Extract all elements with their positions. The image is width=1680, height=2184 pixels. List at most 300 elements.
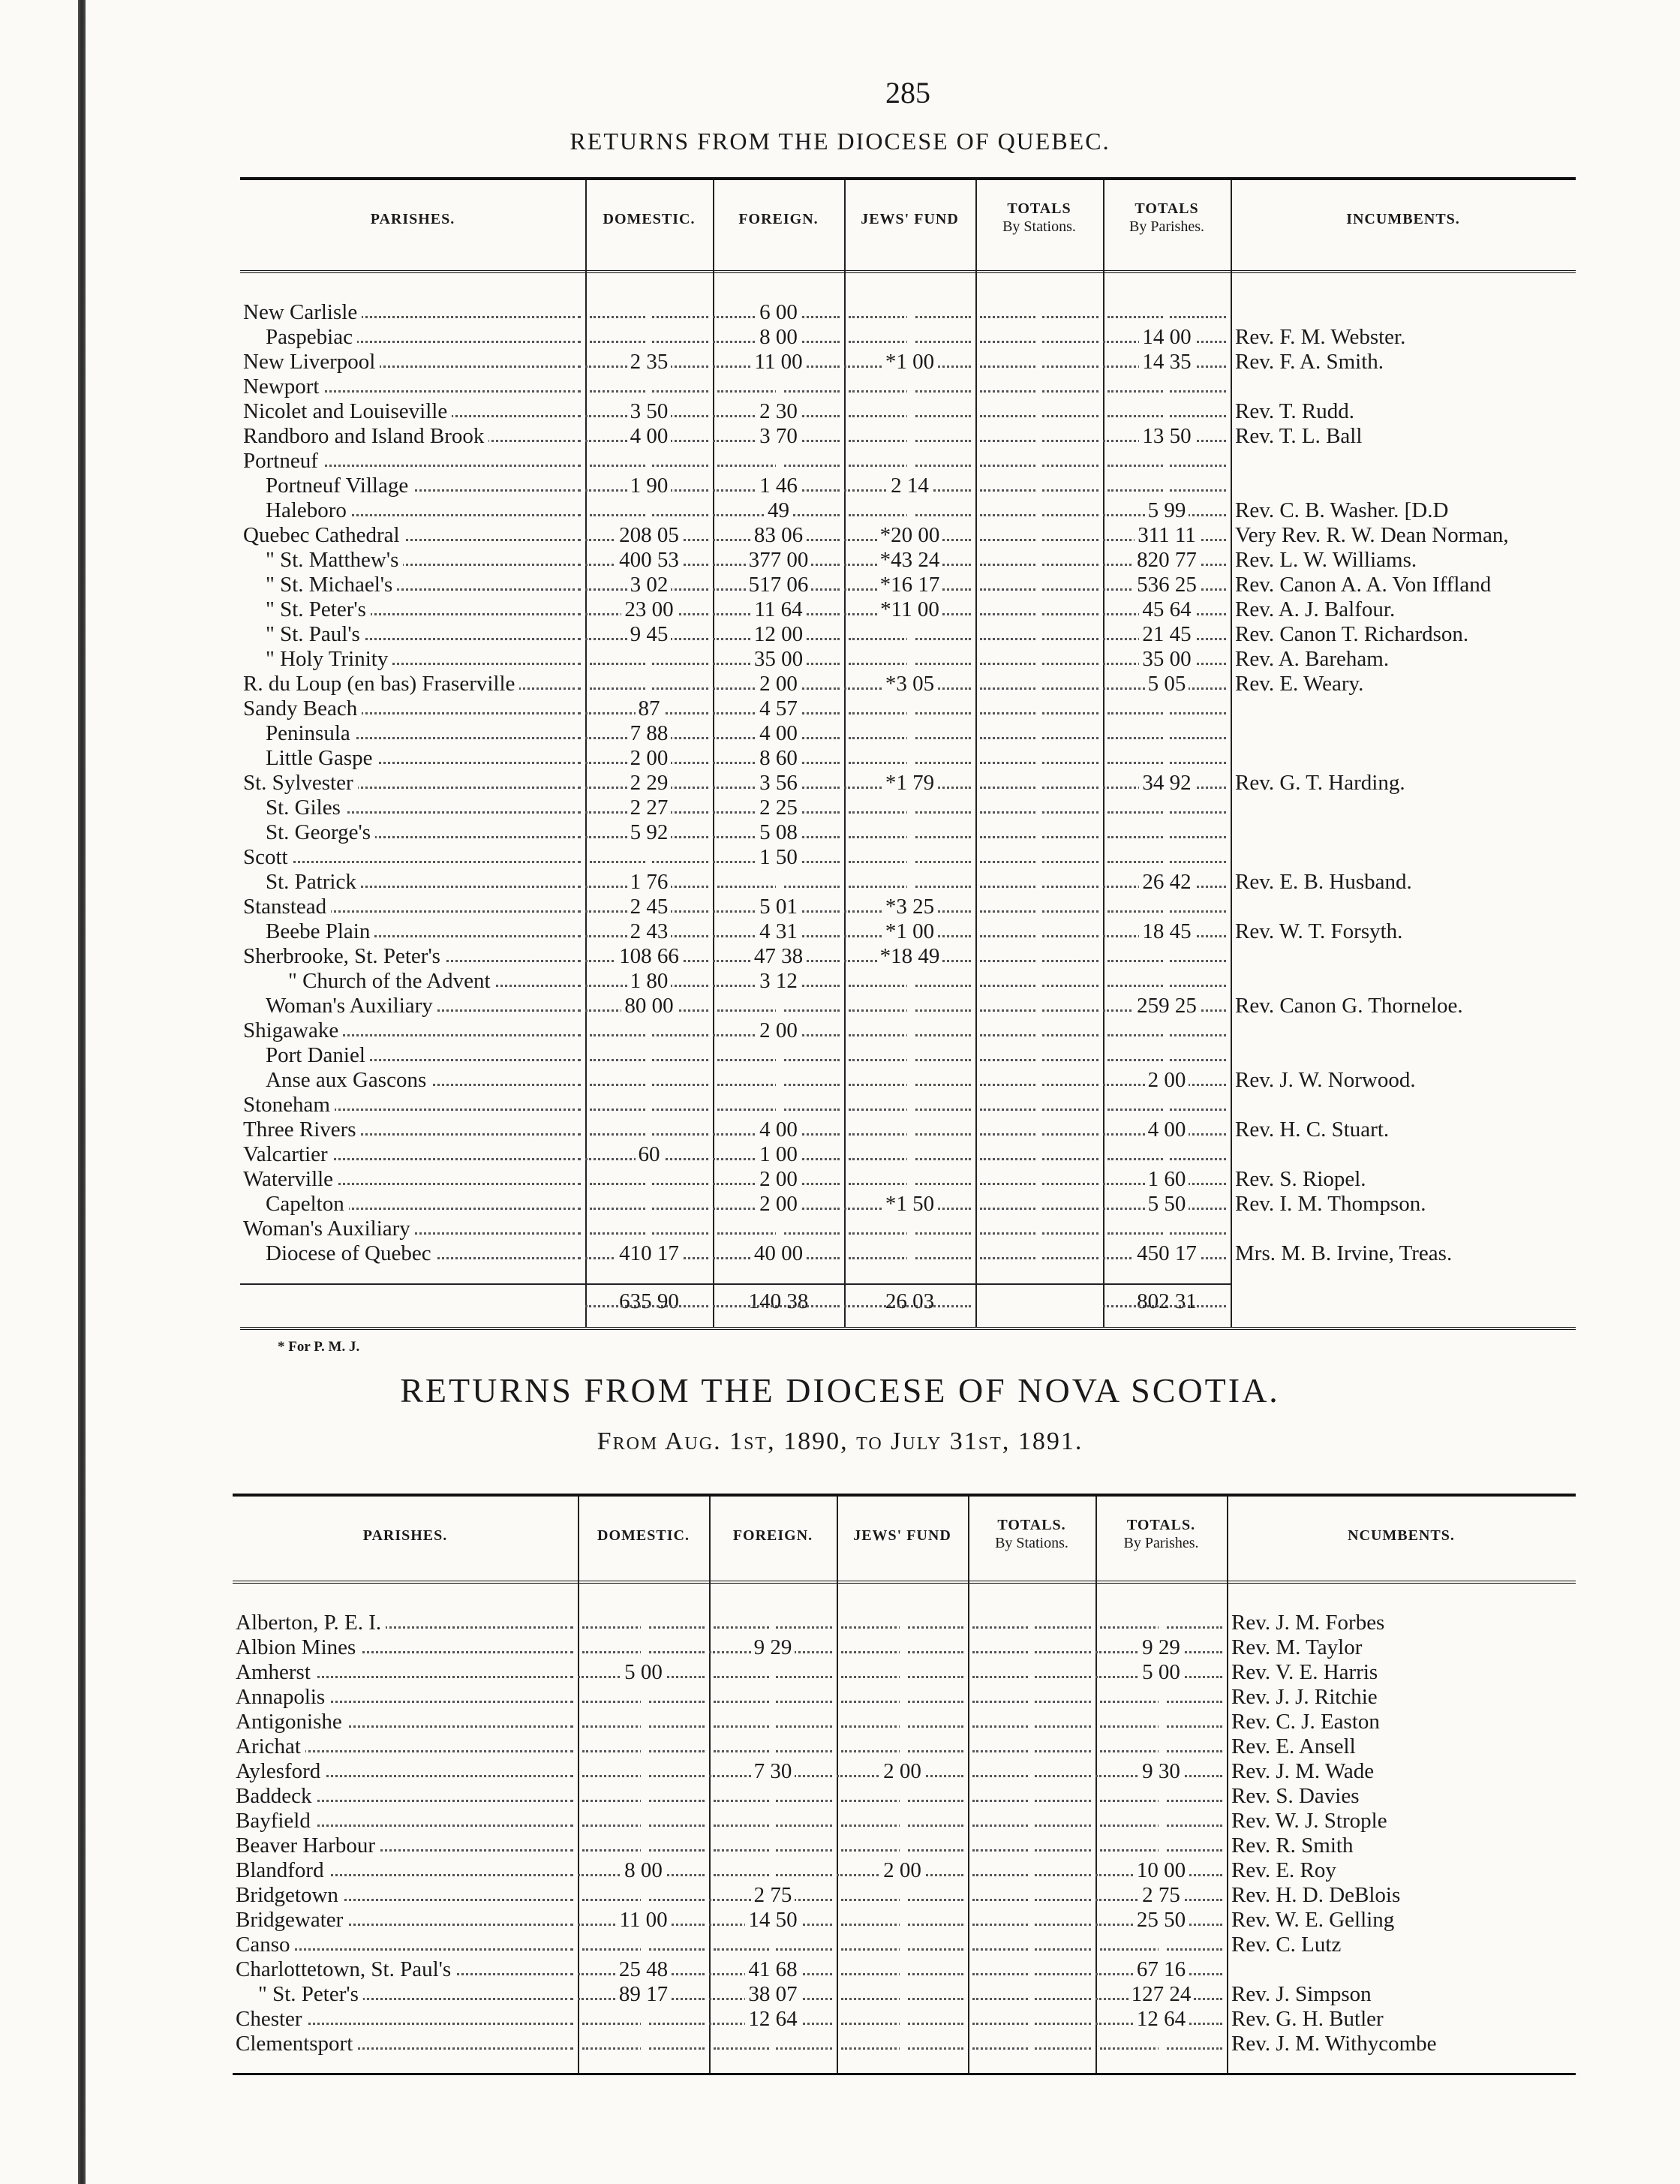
domestic-cell [585,944,713,969]
incumbent: Rev. Canon T. Richardson. [1235,622,1469,646]
domestic-cell [585,1043,713,1068]
totals-by-stations-value [1029,1685,1035,1709]
totals-by-parishes-cell [1103,375,1231,399]
parish-name [266,325,585,350]
jews-fund-value: *20 00 [877,523,943,547]
domestic-value [641,1809,647,1833]
incumbent: Mrs. M. B. Irvine, Treas. [1235,1241,1453,1265]
parish-name [243,696,585,721]
foreign-value: 5 01 [756,895,801,919]
domestic-cell [578,1982,709,2007]
total-domestic: 635 90 [585,1289,713,1314]
parish-name [266,548,585,573]
domestic-value: 1 90 [627,474,672,498]
incumbent [1231,746,1580,771]
foreign-value: 4 57 [756,696,801,720]
table-row [240,449,1576,474]
parish-name [243,1217,585,1241]
table-row [240,1167,1576,1192]
totals-by-stations-value [1029,1933,1035,1957]
jews-fund-cell [837,1635,968,1660]
header-domestic: DOMESTIC. [597,1527,690,1544]
parish-name-text: Peninsula [266,721,355,745]
parish-name-text: Albion Mines [236,1635,360,1659]
jews-fund-cell [844,994,975,1018]
totals-by-parishes-value: 67 16 [1134,1957,1189,1981]
totals-by-stations-cell [975,820,1103,845]
incumbent: Rev. W. E. Gelling [1231,1908,1395,1932]
jews-fund-cell [837,1982,968,2007]
table-row [240,573,1576,597]
totals-by-stations-cell [975,721,1103,746]
totals-by-parishes-cell [1103,994,1231,1018]
domestic-cell [578,2007,709,2032]
foreign-value: 38 07 [745,1982,800,2006]
parish-name-text: New Carlisle [243,300,362,324]
incumbent: Rev. R. Smith [1231,1834,1354,1858]
domestic-cell [585,969,713,994]
totals-by-parishes-value [1159,1685,1165,1709]
totals-by-parishes-value: 45 64 [1139,597,1194,621]
jews-fund-cell [844,1192,975,1217]
domestic-cell [585,994,713,1018]
totals-by-stations-cell [975,870,1103,895]
totals-by-stations-cell [975,994,1103,1018]
totals-by-stations-value [1036,696,1042,720]
totals-by-stations-cell [968,1660,1095,1685]
foreign-cell [709,1710,837,1734]
totals-by-parishes-value [1164,696,1170,720]
jews-fund-cell [837,1908,968,1933]
parish-name [243,1118,585,1142]
foreign-value: 5 08 [756,820,801,844]
jews-fund-cell [844,870,975,895]
parish-name [236,2032,578,2056]
totals-by-stations-cell [975,523,1103,548]
parish-name [266,796,585,820]
jews-fund-value [900,1982,906,2006]
jews-fund-value [907,1241,913,1265]
incumbent: Rev. I. M. Thompson. [1235,1192,1426,1216]
foreign-cell [713,1217,844,1241]
jews-fund-cell [837,1883,968,1908]
jews-fund-value: *11 00 [877,597,942,621]
jews-fund-value [900,1685,906,1709]
jews-fund-value [907,1167,913,1191]
jews-fund-value: *1 00 [882,350,937,374]
domestic-value [646,1043,652,1067]
jews-fund-value [900,1660,906,1684]
domestic-cell [585,1241,713,1266]
page-binding-edge [78,0,86,2184]
jews-fund-cell [844,1167,975,1192]
jews-fund-value [900,1883,906,1907]
parish-name [258,1982,578,2007]
foreign-cell [709,1635,837,1660]
parish-name-text: St. Giles [266,796,345,820]
header-totals-stations-sub: By Stations. [995,1535,1068,1551]
domestic-value [646,672,652,696]
incumbent: Rev. J. J. Ritchie [1231,1685,1378,1709]
header-jews-fund: JEWS' FUND [861,211,959,227]
foreign-cell [713,573,844,597]
parish-name-text: Baddeck [236,1784,316,1808]
jews-fund-cell [837,1611,968,1635]
domestic-value: 2 00 [627,746,672,770]
incumbent [1231,375,1580,399]
jews-fund-value [907,424,913,448]
domestic-value: 208 05 [616,523,682,547]
jews-fund-cell [844,399,975,424]
totals-by-stations-cell [975,1093,1103,1118]
foreign-cell [709,1685,837,1710]
totals-by-stations-cell [968,1908,1095,1933]
parish-name [236,1611,578,1635]
totals-by-parishes-cell [1095,1784,1227,1809]
table-row [240,597,1576,622]
parish-name-text: Beaver Harbour [236,1834,380,1858]
domestic-cell [585,300,713,325]
totals-by-parishes-value: 13 50 [1139,424,1194,448]
foreign-value: 2 00 [756,672,801,696]
incumbent: Rev. S. Riopel. [1235,1167,1366,1191]
table-row [240,796,1576,820]
domestic-cell [578,1685,709,1710]
totals-by-stations-cell [975,919,1103,944]
totals-by-parishes-value: 25 50 [1134,1908,1189,1932]
jews-fund-value [900,1784,906,1808]
jews-fund-cell [844,944,975,969]
totals-by-parishes-value: 14 35 [1139,350,1194,374]
parish-name-text: R. du Loup (en bas) Fraserville [243,672,519,696]
parish-name [236,1784,578,1809]
totals-by-parishes-cell [1103,895,1231,919]
totals-by-parishes-cell [1095,1908,1227,1933]
jews-fund-value [907,325,913,349]
totals-by-parishes-cell [1103,1093,1231,1118]
totals-by-stations-value [1036,1018,1042,1042]
totals-by-parishes-value [1159,1933,1165,1957]
jews-fund-value [907,721,913,745]
totals-by-parishes-cell [1103,771,1231,796]
parish-name [266,622,585,647]
parish-name-text: Stoneham [243,1093,335,1117]
parish-name [243,424,585,449]
totals-by-stations-value [1036,1118,1042,1142]
table-row [240,1093,1576,1118]
totals-by-stations-value [1036,424,1042,448]
table-row [240,994,1576,1018]
jews-fund-value [900,1710,906,1734]
totals-by-parishes-value: 127 24 [1129,1982,1195,2006]
domestic-cell [585,498,713,523]
totals-by-stations-value [1036,1142,1042,1166]
parish-name-text: Sandy Beach [243,696,362,720]
parish-name [266,721,585,746]
jews-fund-value [900,1933,906,1957]
parish-name-text: Scott [243,845,293,869]
domestic-cell [578,1611,709,1635]
parish-name-text: Woman's Auxiliary [243,1217,415,1241]
jews-fund-cell [844,449,975,474]
jews-fund-cell [844,597,975,622]
domestic-cell [585,573,713,597]
jews-fund-value [907,1142,913,1166]
totals-by-stations-value [1036,523,1042,547]
totals-by-parishes-cell [1103,1118,1231,1142]
domestic-cell [585,449,713,474]
jews-fund-value [900,1734,906,1758]
totals-by-parishes-cell [1103,424,1231,449]
totals-by-stations-cell [968,1957,1095,1982]
domestic-cell [585,721,713,746]
table-row [233,1710,1576,1734]
foreign-value: 4 00 [756,721,801,745]
domestic-value [641,1685,647,1709]
foreign-cell [709,1933,837,1957]
jews-fund-cell [837,2007,968,2032]
table-row [240,1192,1576,1217]
parish-name-text: Shigawake [243,1018,343,1042]
parish-name-text: Sherbrooke, St. Peter's [243,944,445,968]
jews-fund-value [907,994,913,1018]
parish-name-text: Aylesford [236,1759,325,1783]
parish-name-text: Antigonishe [236,1710,347,1734]
incumbent: Rev. J. M. Wade [1231,1759,1375,1783]
domestic-cell [585,350,713,375]
foreign-cell [713,796,844,820]
totals-by-parishes-value [1159,2032,1165,2056]
totals-by-parishes-cell [1103,1241,1231,1266]
foreign-cell [713,1043,844,1068]
jews-fund-cell [844,523,975,548]
totals-by-stations-cell [968,1685,1095,1710]
parish-name [243,449,585,474]
parish-name-text: Valcartier [243,1142,332,1166]
jews-fund-cell [844,647,975,672]
parish-name [236,1809,578,1834]
parish-name [243,523,585,548]
totals-by-stations-value [1036,1192,1042,1216]
domestic-value [646,845,652,869]
table-row [233,1957,1576,1982]
totals-by-stations-value [1036,474,1042,498]
incumbent: Rev. L. W. Williams. [1235,548,1417,572]
totals-by-parishes-cell [1103,1142,1231,1167]
jews-fund-cell [837,1809,968,1834]
foreign-cell [713,350,844,375]
totals-by-parishes-cell [1095,1933,1227,1957]
totals-by-parishes-cell [1103,300,1231,325]
header-parishes: PARISHES. [370,211,455,227]
totals-by-stations-cell [975,300,1103,325]
foreign-value: 4 31 [756,919,801,943]
table-row [240,375,1576,399]
totals-by-stations-cell [968,2007,1095,2032]
foreign-cell [713,944,844,969]
totals-by-stations-value [1029,1883,1035,1907]
domestic-value [641,2007,647,2031]
totals-by-stations-value [1036,548,1042,572]
foreign-value [770,1834,776,1858]
jews-fund-value [900,1611,906,1635]
domestic-cell [578,1635,709,1660]
jews-fund-value [907,1093,913,1117]
total-by-parishes: 802 31 [1103,1289,1231,1314]
parish-name-text: New Liverpool [243,350,380,374]
totals-by-parishes-cell [1095,1982,1227,2007]
jews-fund-cell [844,474,975,498]
foreign-value [770,1784,776,1808]
parish-name-text: Portneuf [243,449,323,473]
incumbent: Rev. A. J. Balfour. [1235,597,1396,621]
totals-by-parishes-cell [1103,449,1231,474]
jews-fund-value: 2 14 [888,474,932,498]
jews-fund-value: *18 49 [877,944,943,968]
jews-fund-cell [844,350,975,375]
parish-name [243,771,585,796]
totals-by-parishes-value: 5 00 [1139,1660,1183,1684]
totals-by-stations-cell [975,796,1103,820]
domestic-value [641,1784,647,1808]
totals-by-stations-cell [968,1635,1095,1660]
incumbent [1231,944,1580,969]
header-foreign: FOREIGN. [738,211,819,227]
parish-name-text: Clementsport [236,2032,357,2056]
parish-name [266,820,585,845]
header-totals-stations [968,1516,1095,1552]
domestic-value: 2 29 [627,771,672,795]
totals-by-stations-cell [975,1043,1103,1068]
jews-fund-value [907,622,913,646]
parish-name [266,746,585,771]
totals-by-parishes-cell [1095,1883,1227,1908]
incumbent: Rev. C. B. Washer. [D.D [1235,498,1449,522]
totals-by-stations-value [1029,1908,1035,1932]
incumbent: Rev. T. L. Ball [1235,424,1363,448]
parish-name-text: Beebe Plain [266,919,374,943]
header-totals-parishes-label: TOTALS. [1126,1517,1196,1533]
parish-name-text: Newport [243,375,323,399]
table-row [240,721,1576,746]
domestic-cell [585,696,713,721]
totals-by-parishes-cell [1095,1759,1227,1784]
totals-by-stations-value [1036,1093,1042,1117]
table-row [233,1685,1576,1710]
table-row [233,1809,1576,1834]
parish-name [243,350,585,375]
jews-fund-value [907,375,913,399]
parish-name-text: Nicolet and Louiseville [243,399,452,423]
jews-fund-value [907,746,913,770]
jews-fund-cell [844,1018,975,1043]
jews-fund-value: *3 25 [882,895,937,919]
parish-name-text: Paspebiac [266,325,357,349]
parish-name [266,474,585,498]
totals-by-parishes-cell [1095,1834,1227,1858]
domestic-cell [578,1957,709,1982]
domestic-cell [585,1018,713,1043]
table-row [233,2032,1576,2056]
table-row [233,1883,1576,1908]
totals-by-parishes-value [1164,944,1170,968]
totals-by-stations-value [1036,796,1042,820]
domestic-value: 2 45 [627,895,672,919]
domestic-value [646,1192,652,1216]
totals-by-stations-cell [975,1018,1103,1043]
jews-fund-cell [844,1142,975,1167]
jews-fund-cell [844,746,975,771]
totals-by-parishes-value: 9 30 [1139,1759,1183,1783]
foreign-value: 35 00 [751,647,806,671]
totals-by-parishes-cell [1095,2007,1227,2032]
parish-name-text: Stanstead [243,895,331,919]
parish-name-text: Blandford [236,1858,329,1882]
totals-by-stations-value [1029,1784,1035,1808]
parish-name [266,870,585,895]
totals-by-parishes-value [1164,969,1170,993]
foreign-value [776,870,782,894]
domestic-value: 3 50 [627,399,672,423]
foreign-cell [713,721,844,746]
totals-by-parishes-cell [1103,969,1231,994]
jews-fund-value: *16 17 [877,573,943,597]
jews-fund-cell [837,1734,968,1759]
header-totals-stations [975,200,1103,236]
totals-by-parishes-cell [1103,820,1231,845]
totals-by-stations-cell [975,325,1103,350]
totals-by-stations-value [1036,399,1042,423]
jews-fund-cell [837,1858,968,1883]
table-row [233,1611,1576,1635]
foreign-value: 1 00 [756,1142,801,1166]
totals-by-parishes-value [1164,1018,1170,1042]
parish-name [236,1660,578,1685]
totals-by-stations-cell [968,1883,1095,1908]
parish-name-text: Three Rivers [243,1118,361,1142]
domestic-cell [578,2032,709,2056]
domestic-cell [585,919,713,944]
jews-fund-value [900,1635,906,1659]
table-row [233,1635,1576,1660]
domestic-value: 4 00 [627,424,672,448]
domestic-value: 5 00 [621,1660,666,1684]
incumbent: Rev. J. M. Withycombe [1231,2032,1437,2056]
totals-by-stations-cell [975,1217,1103,1241]
foreign-cell [713,994,844,1018]
totals-by-parishes-value [1164,449,1170,473]
foreign-value: 7 30 [751,1759,795,1783]
header-totals-stations-label: TOTALS. [997,1517,1066,1533]
foreign-cell [709,1858,837,1883]
totals-by-parishes-cell [1095,1710,1227,1734]
quebec-table-header [240,180,1576,273]
totals-by-stations-cell [975,895,1103,919]
incumbent: Rev. F. A. Smith. [1235,350,1384,374]
jews-fund-value [900,2007,906,2031]
totals-by-parishes-cell [1103,721,1231,746]
totals-by-stations-cell [968,1933,1095,1957]
table-row [240,820,1576,845]
totals-by-stations-cell [975,1192,1103,1217]
parish-name-text: Bayfield [236,1809,315,1833]
totals-by-parishes-value [1164,721,1170,745]
foreign-cell [709,1784,837,1809]
parish-name-text: Arichat [236,1734,305,1758]
totals-by-stations-value [1029,2032,1035,2056]
totals-by-parishes-cell [1103,1217,1231,1241]
domestic-cell [578,1883,709,1908]
